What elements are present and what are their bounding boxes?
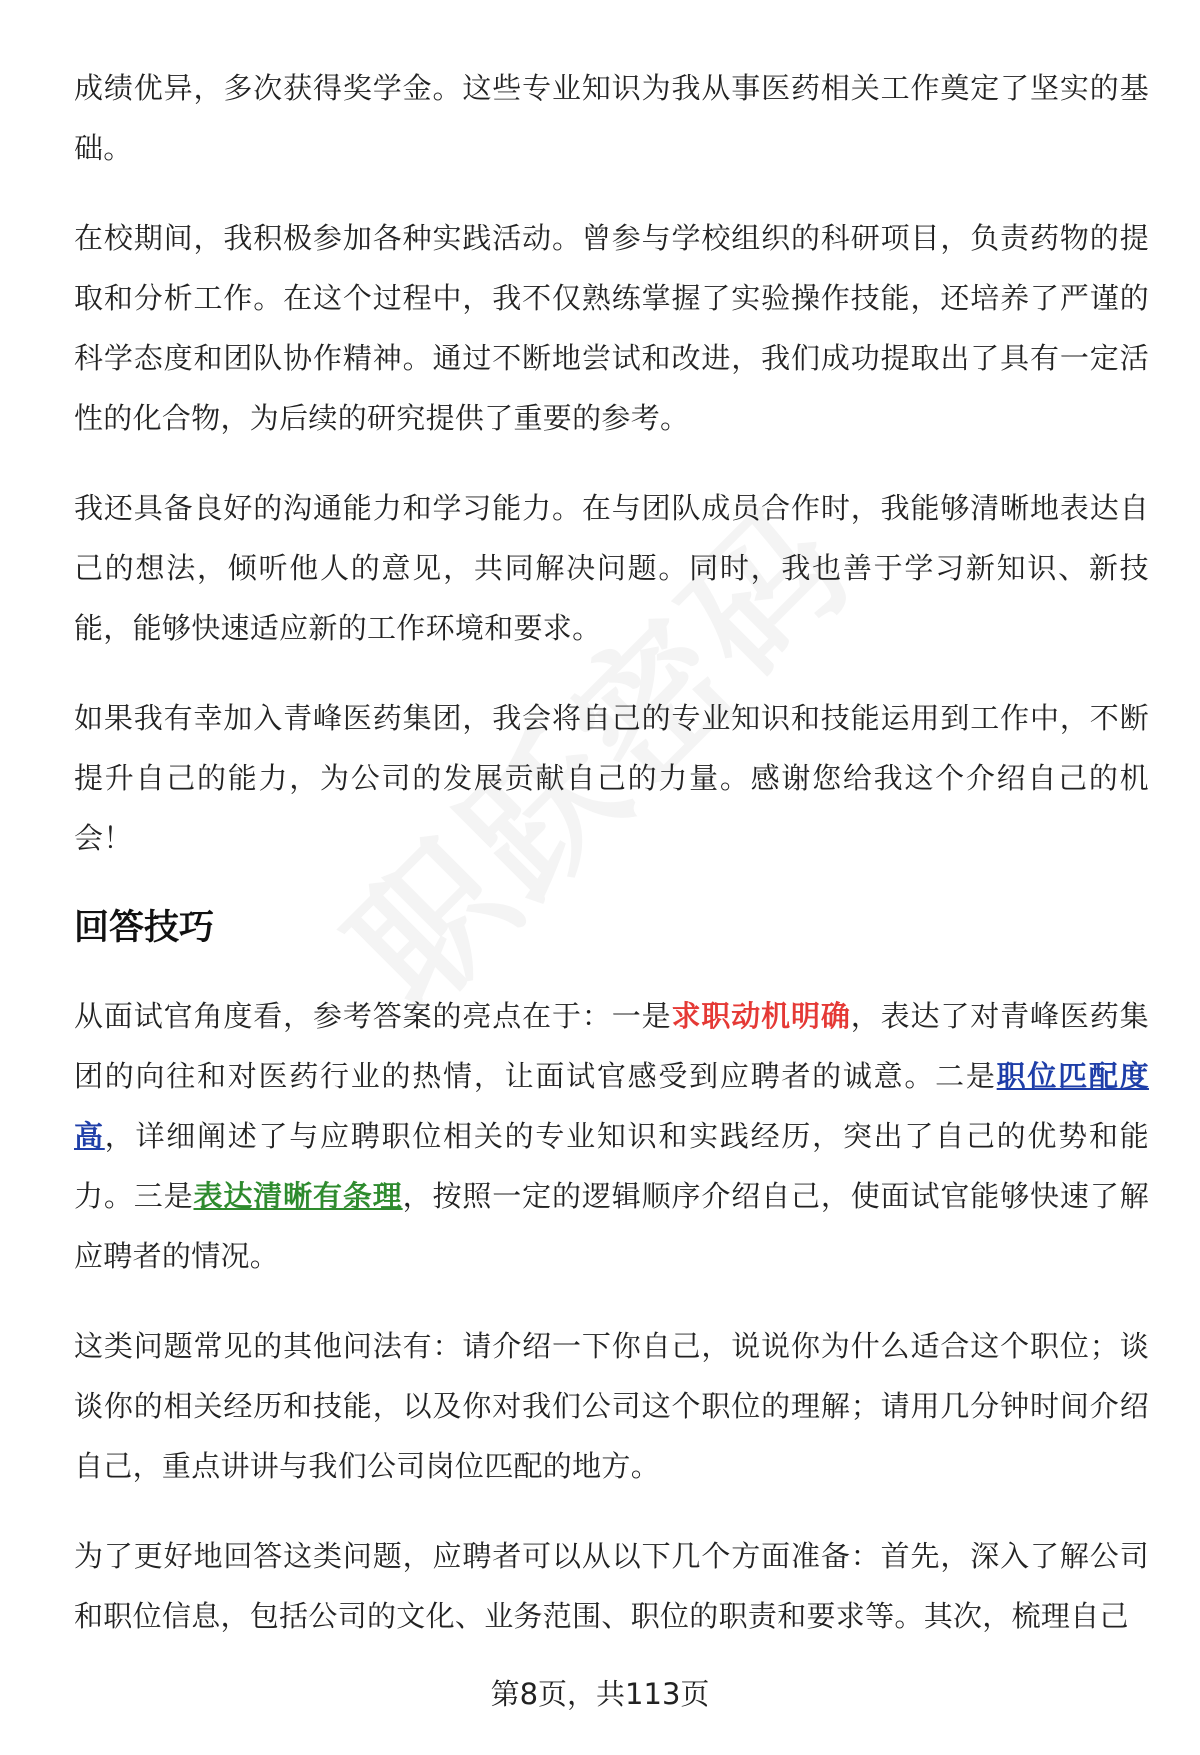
tips-text-1: 从面试官角度看，参考答案的亮点在于：一是 <box>74 999 672 1033</box>
paragraph-tips <box>74 986 1149 1286</box>
paragraph-skills: 我还具备良好的沟通能力和学习能力。在与团队成员合作时，我能够清晰地表达自己的想法，倾听他人的意见，共同解决问题。同时，我也善于学习新知识、新技能，能够快速适应新的工作环境和要求。 <box>74 491 1149 645</box>
highlight-clear-expression: 表达清晰有条理 <box>193 1179 403 1213</box>
paragraph-education: 成绩优异，多次获得奖学金。这些专业知识为我从事医药相关工作奠定了坚实的基础。 <box>74 71 1149 165</box>
tips-text-4: ，按照一定的逻辑顺序介绍自己，使面试官能够快速了解应聘者的情况。 <box>74 1179 1149 1273</box>
tips-text-3: ，详细阐述了与应聘职位相关的专业知识和实践经历，突出了自己的优势和能力。三是 <box>74 1119 1149 1213</box>
paragraph-preparation: 为了更好地回答这类问题，应聘者可以从以下几个方面准备：首先，深入了解公司和职位信息，包括公司的文化、业务范围、职位的职责和要求等。其次，梳理自己 <box>74 1539 1149 1633</box>
paragraph-other-questions: 这类问题常见的其他问法有：请介绍一下你自己，说说你为什么适合这个职位；谈谈你的相关经历和技能，以及你对我们公司这个职位的理解；请用几分钟时间介绍自己，重点讲讲与我们公司岗位匹配的地方。 <box>74 1329 1149 1483</box>
paragraph-practice: 在校期间，我积极参加各种实践活动。曾参与学校组织的科研项目，负责药物的提取和分析工作。在这个过程中，我不仅熟练掌握了实验操作技能，还培养了严谨的科学态度和团队协作精神。通过不断地尝试和改进，我们成功提取出了具有一定活性的化合物，为后续的研究提供了重要的参考。 <box>74 221 1149 435</box>
highlight-position-match: 职位匹配度高 <box>74 1059 1149 1153</box>
paragraph-closing: 如果我有幸加入青峰医药集团，我会将自己的专业知识和技能运用到工作中，不断提升自己的能力，为公司的发展贡献自己的力量。感谢您给我这个介绍自己的机会！ <box>74 701 1149 855</box>
document-body <box>74 58 1149 1676</box>
section-heading-answer-tips: 回答技巧 <box>74 908 215 948</box>
page-number-footer: 第8页，共113页 <box>490 1677 710 1711</box>
tips-text-2: ，表达了对青峰医药集团的向往和对医药行业的热情，让面试官感受到应聘者的诚意。二是 <box>74 999 1149 1093</box>
highlight-motivation: 求职动机明确 <box>671 999 851 1033</box>
